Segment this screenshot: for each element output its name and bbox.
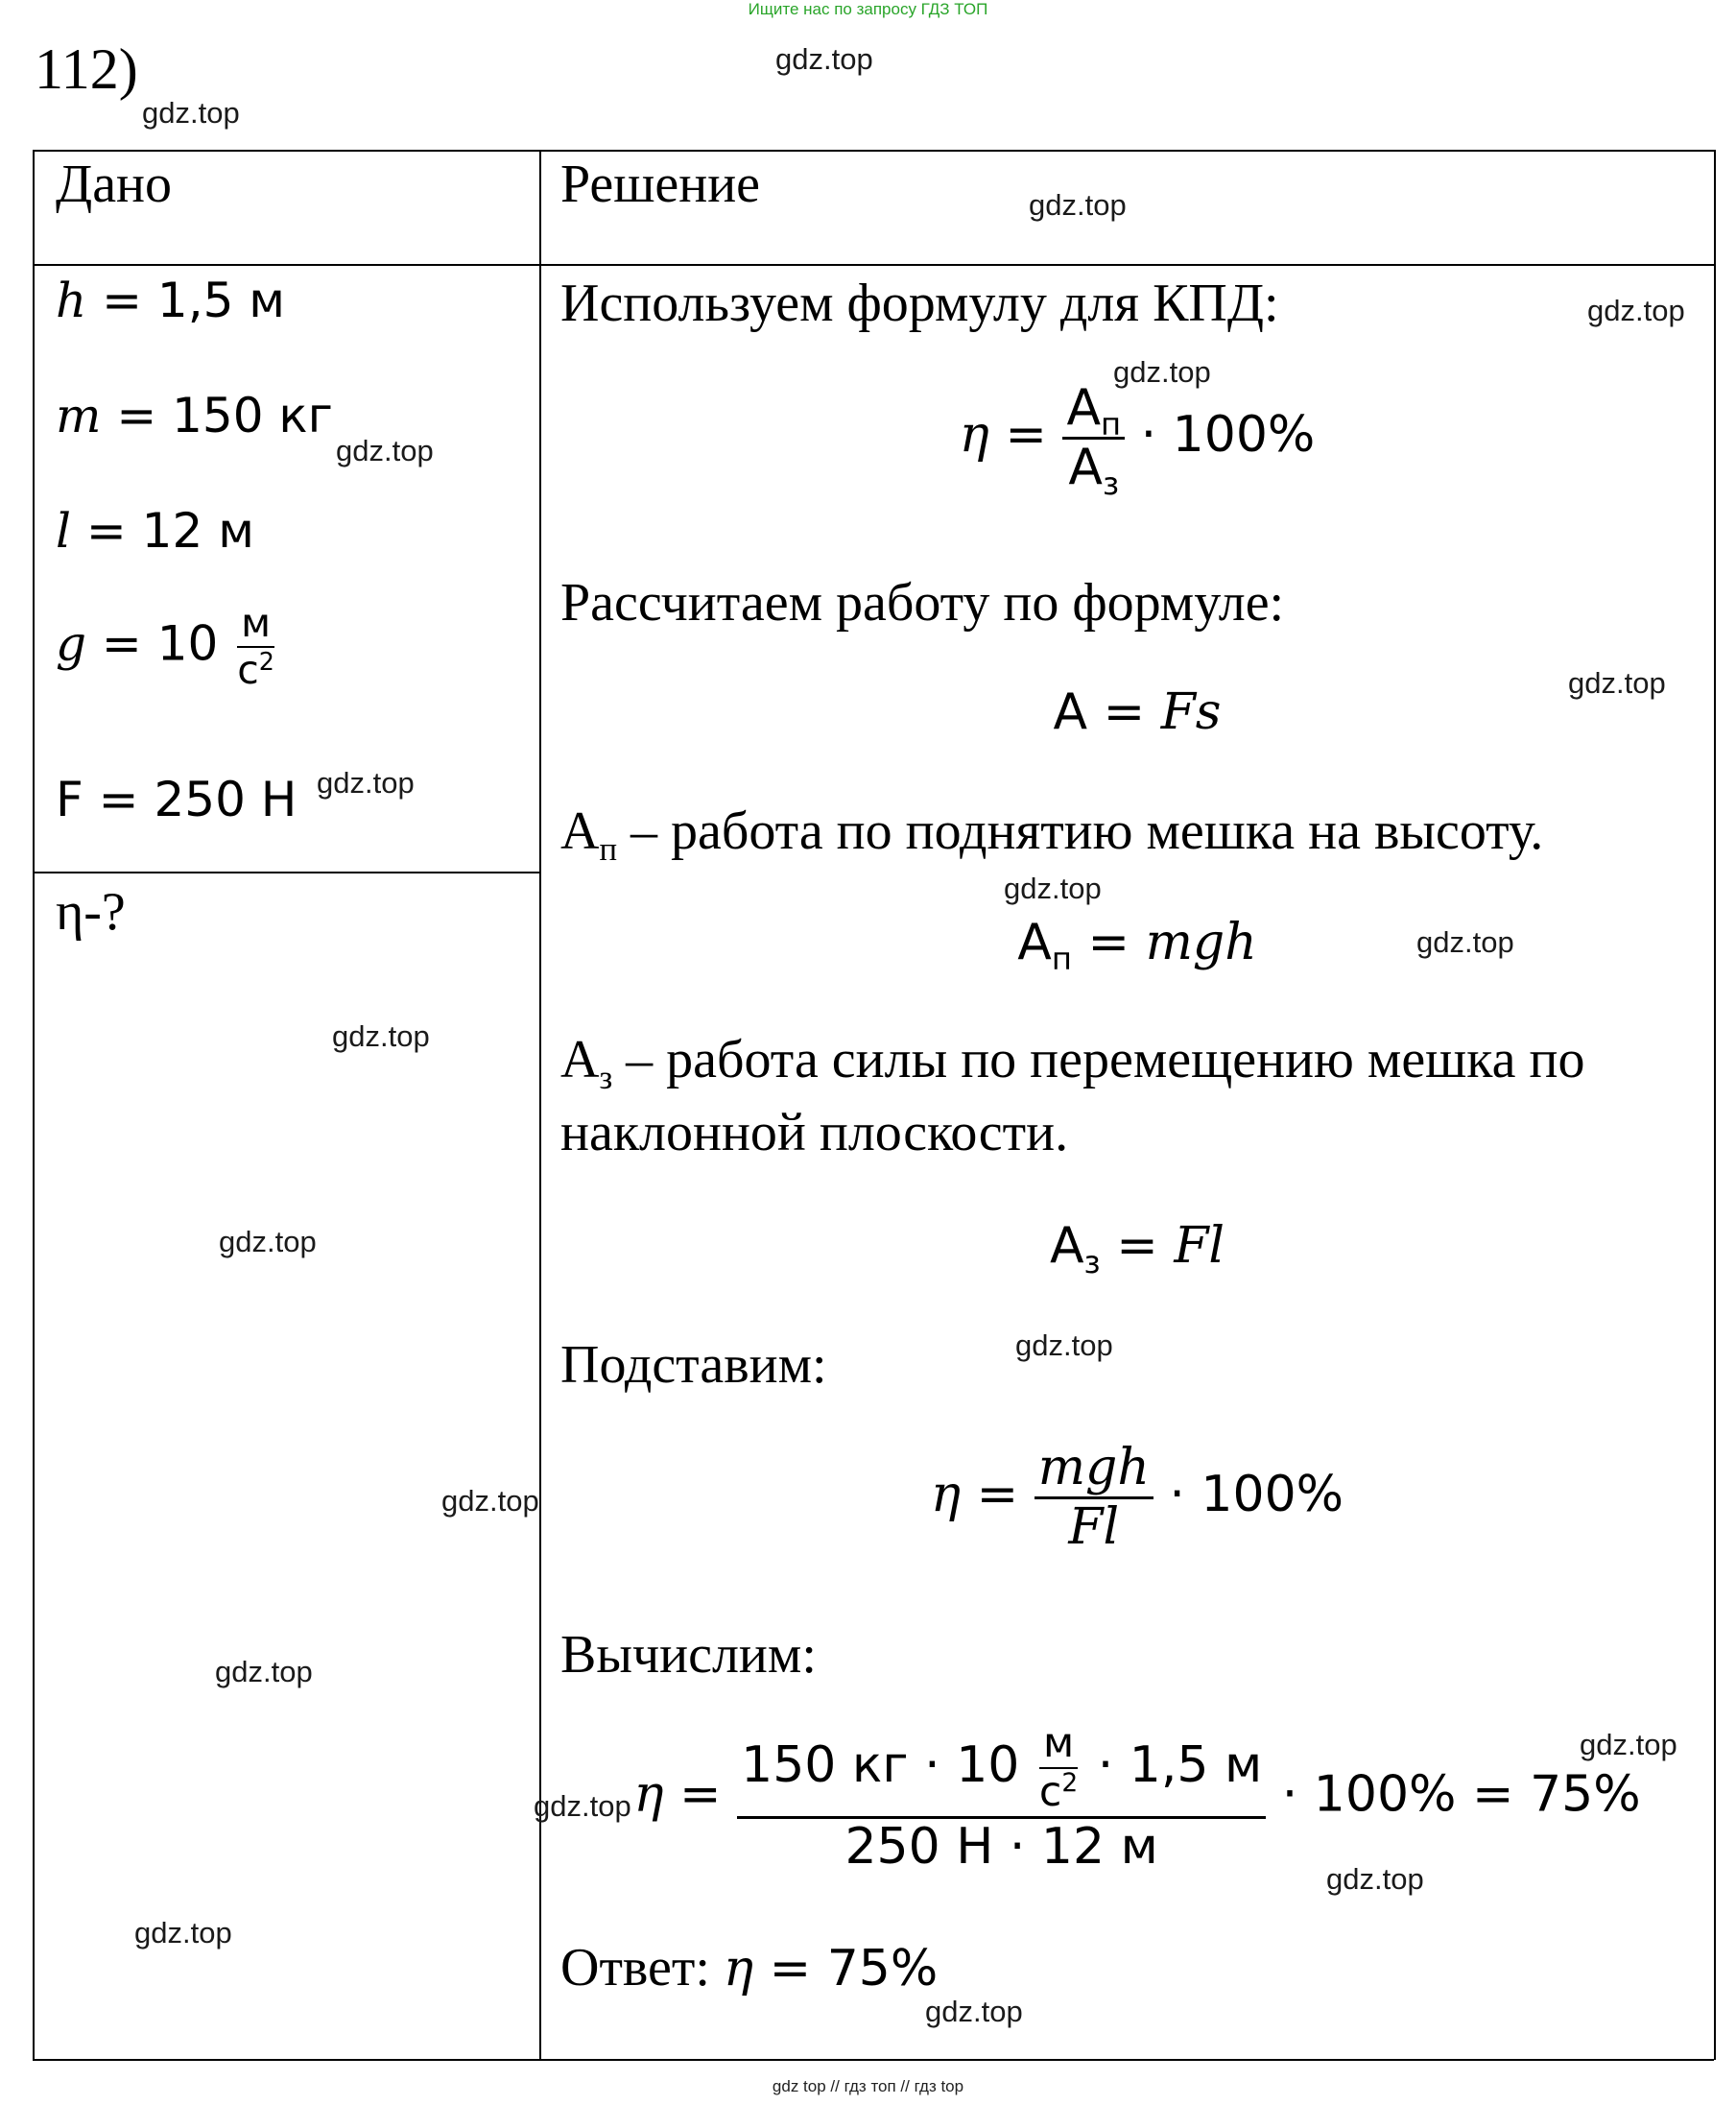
given-h-var: h (56, 273, 87, 328)
table-header-divider (33, 264, 1714, 266)
given-g-unit (233, 600, 278, 694)
watermark: gdz.top (219, 1225, 317, 1258)
task-number: 112) (35, 37, 138, 101)
given-l (56, 503, 254, 559)
given-g-value: = 10 (86, 615, 219, 672)
f1-fraction (1062, 379, 1125, 502)
given-l-var: l (56, 503, 71, 559)
solution-line-1: Используем формулу для КПД: (560, 274, 1279, 333)
given-h (56, 273, 285, 328)
formula-work: А = Fs (1053, 683, 1222, 741)
f6-tail: · 100% = 75% (1281, 1765, 1641, 1824)
f5-denominator: Fl (1068, 1497, 1120, 1556)
formula-useful-work: $А_п$ = mgh (1017, 914, 1257, 978)
footer: gdz top // гдз топ // гдз top (772, 2077, 964, 2095)
f1-numerator: $А_п$ (1062, 382, 1125, 440)
given-header: Дано (56, 155, 173, 214)
formula-substituted: η = $\frac{\text{mgh}}{Fl}$ · 100% (930, 1439, 1344, 1556)
given-m-value: = 150 кг (101, 388, 333, 443)
watermark: gdz.top (142, 96, 240, 130)
watermark: gdz.top (332, 1019, 430, 1053)
formula-calculation: η = 150 кг · 10 $\frac{м}{с^2}$ · 1,5 м 250 Н · 12 м · 100% = 75% (633, 1719, 1641, 1876)
f1-eta: η (959, 406, 989, 465)
solution-line-3: $А_п$ – работа по поднятию мешка на высоту. (560, 801, 1544, 869)
watermark: gdz.top (1015, 1328, 1113, 1362)
solution-line-4b: наклонной плоскости. (560, 1103, 1069, 1162)
watermark: gdz.top (215, 1655, 313, 1688)
given-g-unit-num: м (237, 603, 274, 648)
given-h-value: = 1,5 м (86, 273, 286, 328)
watermark: gdz.top (134, 1916, 232, 1950)
watermark: gdz.top (336, 434, 434, 467)
f1-tail: · 100% (1140, 406, 1316, 465)
given-g-var: g (56, 615, 87, 672)
watermark: gdz.top (534, 1789, 631, 1823)
watermark: gdz.top (317, 766, 415, 800)
f5-tail: · 100% (1169, 1466, 1344, 1524)
watermark: gdz.top (1029, 188, 1127, 222)
watermark: gdz.top (1587, 294, 1685, 327)
watermark: gdz.top (1004, 872, 1102, 905)
watermark: gdz.top (1580, 1728, 1677, 1761)
f6-denominator: 250 Н · 12 м (844, 1817, 1158, 1876)
solution-line-4: $А_з$ – работа силы по перемещению мешка по (560, 1030, 1585, 1097)
watermark: gdz.top (775, 42, 873, 76)
f6-fraction (737, 1719, 1266, 1876)
given-F: F = 250 Н (56, 772, 297, 827)
f6-numerator: 150 кг · 10 $\frac{м}{с^2}$ · 1,5 м (737, 1722, 1266, 1819)
given-g-unit-den: $с^2$ (237, 647, 274, 694)
given-g (56, 600, 278, 694)
given-find-divider (33, 872, 539, 873)
f5-fraction (1034, 1439, 1153, 1556)
table-left-border (33, 150, 35, 2060)
f6-unit: $\frac{м}{с^2}$ (1038, 1719, 1079, 1816)
given-l-value: = 12 м (71, 503, 254, 559)
solution-line-6: Вычислим: (560, 1625, 817, 1685)
f1-denominator: $А_з$ (1068, 438, 1120, 502)
solution-header: Решение (560, 155, 761, 214)
given-m-var: m (56, 388, 102, 443)
table-top-border (33, 150, 1714, 152)
formula-total-work: $А_з = Fl$ (1049, 1217, 1225, 1281)
watermark: gdz.top (1568, 666, 1666, 700)
formula-efficiency: η = $\frac{А_п}{А_з}$ · 100% (959, 379, 1316, 502)
top-note: Ищите нас по запросу ГДЗ ТОП (748, 0, 988, 18)
solution-line-5: Подставим: (560, 1335, 827, 1395)
watermark: gdz.top (925, 1995, 1023, 2028)
find-eta: η-? (56, 882, 126, 942)
f5-numerator: mgh (1034, 1442, 1153, 1499)
answer: Ответ: η = 75% (560, 1938, 939, 1997)
given-m (56, 388, 333, 443)
solution-line-2: Рассчитаем работу по формуле: (560, 573, 1285, 633)
table-bottom-border (33, 2059, 1714, 2061)
watermark: gdz.top (1113, 355, 1211, 389)
watermark: gdz.top (1326, 1862, 1424, 1896)
watermark: gdz.top (1416, 925, 1514, 959)
table-column-divider (539, 150, 541, 2060)
watermark: gdz.top (441, 1484, 539, 1518)
